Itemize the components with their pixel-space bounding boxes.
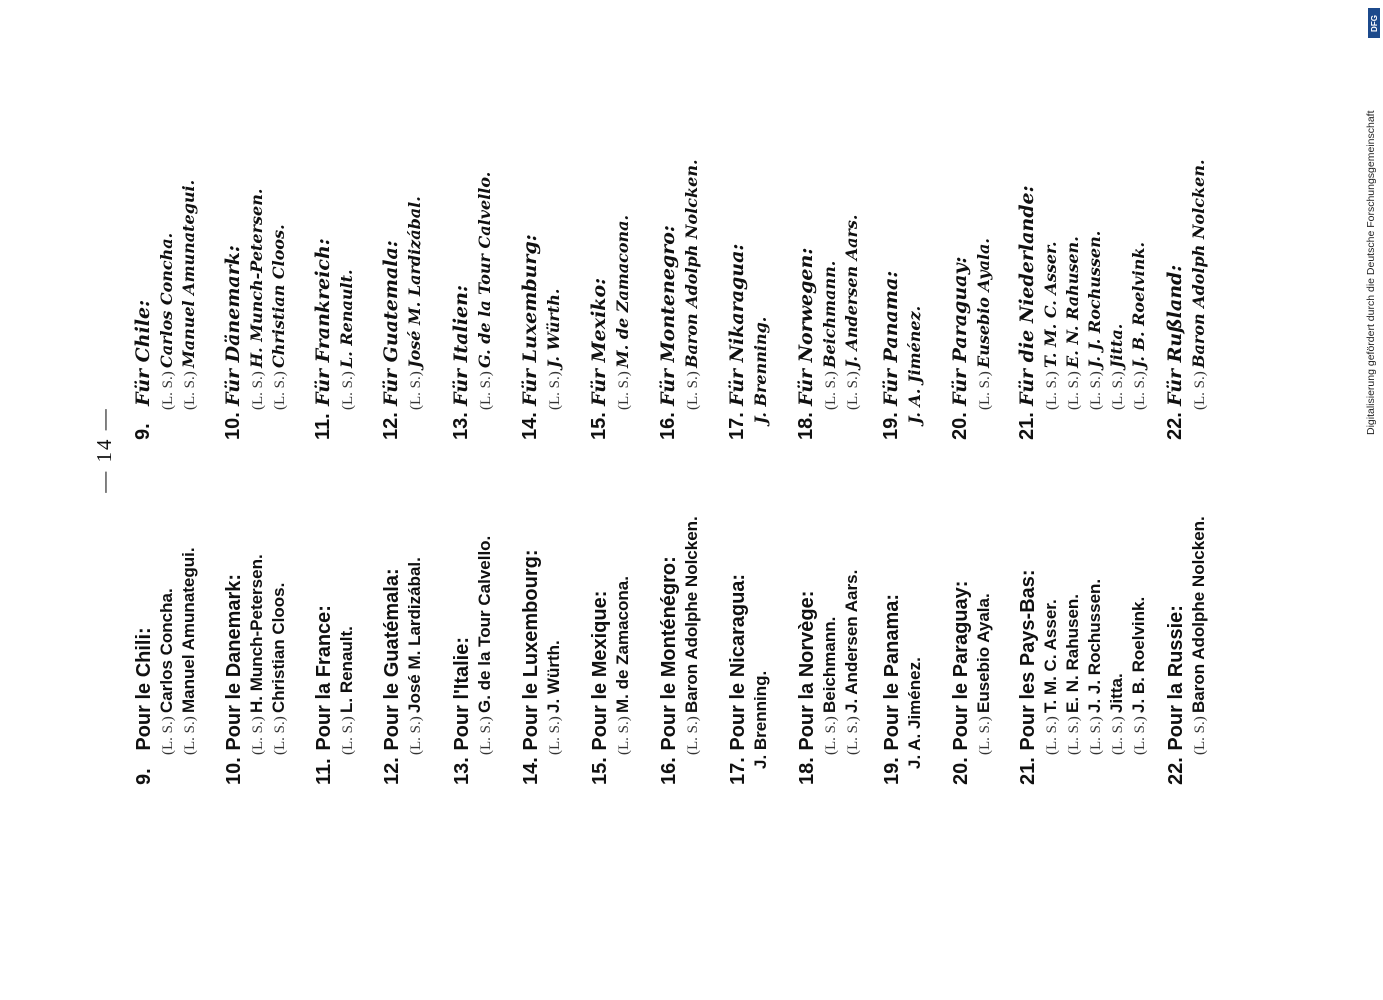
entry-heading	[220, 189, 246, 440]
signatory-name: Baron Adolphe Nolcken.	[1189, 516, 1208, 713]
signatory-line	[1040, 569, 1062, 785]
country-heading: Pour l'Italie:	[451, 636, 473, 751]
entry-heading	[1014, 185, 1040, 440]
locus-sigilli: (L. S.)	[478, 716, 494, 755]
signatory-entry	[586, 215, 634, 440]
signatory-line	[268, 189, 290, 440]
entry-number: 19.	[880, 412, 902, 440]
entry-heading	[1162, 516, 1188, 785]
country-heading: Für die Niederlande:	[1016, 185, 1038, 406]
signatory-name: Christian Cloos.	[269, 224, 288, 368]
signatory-name: Eusebio Ayala.	[974, 593, 993, 713]
signatory-entry	[793, 215, 863, 441]
signatory-name: Carlos Concha.	[157, 232, 176, 368]
signatory-name: J. Brenning.	[751, 316, 770, 424]
locus-sigilli: (L. S.)	[1088, 371, 1104, 410]
signatory-line	[1084, 185, 1106, 440]
signatory-name: J. J. Rochussen.	[1085, 578, 1104, 713]
country-heading: Pour le Luxembourg:	[520, 549, 542, 751]
signatory-entry	[517, 234, 565, 440]
locus-sigilli: (L. S.)	[1110, 716, 1126, 755]
signatory-entry	[878, 271, 926, 440]
signatory-name: H. Munch-Petersen.	[247, 554, 266, 713]
entry-heading	[878, 271, 904, 440]
locus-sigilli: (L. S.)	[685, 716, 701, 755]
signatory-name: J. Würth.	[544, 288, 563, 368]
locus-sigilli: (L. S.)	[1066, 371, 1082, 410]
signatory-line	[1106, 569, 1128, 785]
entry-number: 13.	[451, 757, 473, 785]
locus-sigilli: (L. S.)	[1088, 716, 1104, 755]
country-heading: Pour la Norvège:	[796, 590, 818, 751]
signatory-line	[178, 547, 200, 785]
signatory-line	[156, 180, 178, 440]
entry-number: 19.	[881, 757, 903, 785]
locus-sigilli: (L. S.)	[1044, 371, 1060, 410]
locus-sigilli: (L. S.)	[547, 716, 563, 755]
locus-sigilli: (L. S.)	[823, 716, 839, 755]
signatory-entry	[724, 244, 772, 440]
locus-sigilli: (L. S.)	[845, 371, 861, 410]
entry-number: 15.	[589, 757, 611, 785]
signatory-line	[246, 554, 268, 785]
entry-heading	[793, 570, 819, 785]
signatory-line	[336, 605, 358, 785]
signatory-name: Baron Adolph Nolcken.	[682, 159, 701, 368]
locus-sigilli: (L. S.)	[340, 371, 356, 410]
signatory-name: T. M. C. Asser.	[1041, 599, 1060, 713]
entry-heading	[655, 516, 681, 785]
country-heading: Für Montenegro:	[657, 225, 679, 406]
signatory-line	[268, 554, 290, 785]
entry-number: 13.	[450, 412, 472, 440]
locus-sigilli: (L. S.)	[408, 371, 424, 410]
entry-heading	[310, 238, 336, 440]
signatory-name: H. Munch-Petersen.	[247, 188, 266, 368]
country-heading: Pour le Monténégro:	[658, 556, 680, 751]
entry-heading	[947, 581, 973, 785]
locus-sigilli: (L. S.)	[1044, 716, 1060, 755]
locus-sigilli: (L. S.)	[616, 716, 632, 755]
entry-number: 20.	[950, 757, 972, 785]
locus-sigilli: (L. S.)	[977, 716, 993, 755]
signatory-line	[750, 244, 772, 440]
signatory-line	[612, 576, 634, 785]
signatory-entry	[448, 536, 496, 785]
signatory-entry	[1162, 159, 1210, 440]
signatory-entry	[655, 159, 703, 440]
entry-number: 21.	[1017, 757, 1039, 785]
entry-heading	[448, 172, 474, 440]
locus-sigilli: (L. S.)	[685, 371, 701, 410]
signatory-name: Jitta.	[1107, 323, 1126, 368]
signatory-line	[1062, 185, 1084, 440]
signatory-entry	[220, 554, 290, 785]
signatory-name: Beichmann.	[820, 616, 839, 713]
page-number: — 14 —	[92, 407, 116, 493]
entry-heading	[220, 554, 246, 785]
country-heading: Pour le Mexique:	[589, 590, 611, 751]
country-heading: Für Dänemark:	[222, 245, 244, 406]
signatory-name: L. Renault.	[337, 269, 356, 368]
signatory-name: J. J. Rochussen.	[1085, 230, 1104, 368]
signatory-line	[904, 271, 926, 440]
signatory-name: Beichmann.	[820, 260, 839, 368]
locus-sigilli: (L. S.)	[408, 716, 424, 755]
signatory-entry	[793, 570, 863, 785]
signatory-name: Manuel Amunategui.	[179, 547, 198, 713]
entry-number: 22.	[1164, 412, 1186, 440]
signatory-line	[474, 172, 496, 440]
signatory-line	[841, 215, 863, 441]
signatory-entry	[517, 550, 565, 785]
entry-heading	[378, 557, 404, 785]
entry-number: 20.	[949, 412, 971, 440]
signatory-entry	[378, 196, 426, 440]
signatory-entry	[655, 516, 703, 785]
signatory-name: Christian Cloos.	[269, 582, 288, 713]
locus-sigilli: (L. S.)	[1192, 371, 1208, 410]
signatory-line	[681, 516, 703, 785]
entry-heading	[586, 576, 612, 785]
country-heading: Pour le Panama:	[881, 593, 903, 751]
signatory-entry	[1014, 569, 1150, 785]
signatory-entry	[378, 557, 426, 785]
country-heading: Pour le Chili:	[133, 627, 155, 751]
signatory-line	[1128, 185, 1150, 440]
country-heading: Pour le Nicaragua:	[727, 573, 749, 751]
entry-number: 16.	[658, 757, 680, 785]
entry-heading	[878, 594, 904, 785]
signatory-line	[1106, 185, 1128, 440]
entry-number: 15.	[588, 412, 610, 440]
signatory-line	[543, 550, 565, 785]
signatory-entry	[1014, 185, 1150, 440]
locus-sigilli: (L. S.)	[182, 371, 198, 410]
entry-number: 17.	[726, 412, 748, 440]
signatory-line	[474, 536, 496, 785]
signatory-entry	[448, 172, 496, 440]
signatory-entry	[310, 605, 358, 785]
signatory-line	[904, 594, 926, 785]
signatory-name: José M. Lardizábal.	[405, 196, 424, 368]
entry-number: 12.	[380, 412, 402, 440]
country-heading: Pour le Danemark:	[223, 573, 245, 751]
signatory-entry	[878, 594, 926, 785]
country-heading: Für Luxemburg:	[519, 234, 541, 406]
signatory-entry	[947, 238, 995, 440]
entry-heading	[724, 574, 750, 785]
country-heading: Für Guatemala:	[380, 240, 402, 406]
signatory-line	[681, 159, 703, 440]
entry-heading	[793, 215, 819, 441]
country-heading: Für Italien:	[450, 285, 472, 406]
locus-sigilli: (L. S.)	[823, 371, 839, 410]
locus-sigilli: (L. S.)	[845, 716, 861, 755]
signatory-name: J. Brenning.	[751, 670, 770, 769]
locus-sigilli: (L. S.)	[1066, 716, 1082, 755]
country-heading: Für Nikaragua:	[726, 243, 748, 406]
signatory-name: Carlos Concha.	[157, 588, 176, 713]
entry-number: 9.	[133, 768, 155, 785]
signatory-name: G. de la Tour Calvello.	[475, 171, 494, 368]
entry-heading	[310, 605, 336, 785]
signatory-line	[336, 238, 358, 440]
signatory-name: J. B. Roelvink.	[1129, 241, 1148, 368]
signatory-name: Baron Adolphe Nolcken.	[682, 516, 701, 713]
entry-number: 16.	[657, 412, 679, 440]
entry-number: 14.	[520, 757, 542, 785]
entry-number: 17.	[727, 757, 749, 785]
signatory-name: L. Renault.	[337, 626, 356, 713]
entry-number: 11.	[313, 758, 335, 785]
locus-sigilli: (L. S.)	[1110, 371, 1126, 410]
signatory-entry	[130, 547, 200, 785]
locus-sigilli: (L. S.)	[160, 371, 176, 410]
locus-sigilli: (L. S.)	[478, 371, 494, 410]
signatory-name: José M. Lardizábal.	[405, 557, 424, 713]
signatory-name: M. de Zamacona.	[613, 214, 632, 368]
country-heading: Für Rußland:	[1164, 264, 1186, 406]
signatory-line	[1128, 569, 1150, 785]
signatory-name: M. de Zamacona.	[613, 576, 632, 713]
country-heading: Für Panama:	[880, 270, 902, 406]
signatory-name: J. A. Jiménez.	[905, 657, 924, 769]
entry-number: 14.	[519, 412, 541, 440]
signatory-name: E. N. Rahusen.	[1063, 236, 1082, 368]
signatory-line	[819, 215, 841, 441]
entry-heading	[655, 159, 681, 440]
signatory-name: J. Andersen Aars.	[842, 214, 861, 368]
locus-sigilli: (L. S.)	[160, 716, 176, 755]
signatory-entry	[724, 574, 772, 785]
entry-heading	[947, 238, 973, 440]
country-heading: Für Frankreich:	[312, 238, 334, 406]
country-heading: Für Norwegen:	[795, 247, 817, 406]
entry-heading	[1014, 569, 1040, 785]
entry-heading	[378, 196, 404, 440]
locus-sigilli: (L. S.)	[250, 371, 266, 410]
signatory-name: Eusebio Ayala.	[974, 238, 993, 368]
entry-heading	[1162, 159, 1188, 440]
country-heading: Für Paraguay:	[949, 256, 971, 406]
entry-heading	[517, 234, 543, 440]
signatory-entry	[130, 180, 200, 440]
signatory-line	[841, 570, 863, 785]
entry-heading	[586, 215, 612, 440]
locus-sigilli: (L. S.)	[272, 716, 288, 755]
signatory-line	[973, 581, 995, 785]
signatory-entry	[220, 189, 290, 440]
entry-heading	[724, 244, 750, 440]
signatory-line	[1062, 569, 1084, 785]
country-heading: Pour les Pays-Bas:	[1017, 569, 1039, 751]
locus-sigilli: (L. S.)	[340, 716, 356, 755]
signatory-line	[178, 180, 200, 440]
entry-heading	[130, 547, 156, 785]
signatory-name: J. B. Roelvink.	[1129, 596, 1148, 713]
country-heading: Pour la France:	[313, 605, 335, 751]
signatory-line	[1188, 516, 1210, 785]
entry-number: 10.	[223, 757, 245, 785]
signatory-entry	[310, 238, 358, 440]
signatory-line	[156, 547, 178, 785]
signatory-line	[543, 234, 565, 440]
signatory-line	[1188, 159, 1210, 440]
signatory-name: J. A. Jiménez.	[905, 305, 924, 424]
entry-number: 21.	[1016, 412, 1038, 440]
signatory-line	[404, 557, 426, 785]
signatory-name: Jitta.	[1107, 673, 1126, 713]
entry-number: 9.	[132, 423, 154, 440]
signatory-line	[404, 196, 426, 440]
entry-number: 12.	[381, 757, 403, 785]
signatory-name: E. N. Rahusen.	[1063, 593, 1082, 713]
country-heading: Pour le Paraguay:	[950, 580, 972, 751]
entry-heading	[448, 536, 474, 785]
locus-sigilli: (L. S.)	[272, 371, 288, 410]
entry-number: 18.	[795, 412, 817, 440]
signatory-name: Baron Adolph Nolcken.	[1189, 159, 1208, 368]
signatory-name: G. de la Tour Calvello.	[475, 535, 494, 713]
dfg-logo: DFG	[1368, 8, 1380, 38]
signatory-line	[973, 238, 995, 440]
country-heading: Pour le Guatémala:	[381, 568, 403, 751]
signatory-line	[750, 574, 772, 785]
locus-sigilli: (L. S.)	[250, 716, 266, 755]
credit-strip	[1365, 40, 1383, 1000]
locus-sigilli: (L. S.)	[1132, 716, 1148, 755]
country-heading: Für Mexiko:	[588, 277, 610, 406]
entry-number: 18.	[796, 757, 818, 785]
signatory-name: T. M. C. Asser.	[1041, 241, 1060, 368]
locus-sigilli: (L. S.)	[977, 371, 993, 410]
locus-sigilli: (L. S.)	[1132, 371, 1148, 410]
entry-heading	[130, 180, 156, 440]
credit-text: Digitalisierung gefördert durch die Deutsche Forschungsgemeinschaft	[1365, 110, 1377, 435]
signatory-name: J. Andersen Aars.	[842, 569, 861, 713]
signatory-line	[246, 189, 268, 440]
entry-number: 10.	[222, 412, 244, 440]
entry-number: 22.	[1165, 757, 1187, 785]
country-heading: Für Chile:	[132, 299, 154, 406]
signatory-line	[1040, 185, 1062, 440]
locus-sigilli: (L. S.)	[547, 371, 563, 410]
country-heading: Pour la Russie:	[1165, 605, 1187, 751]
signatory-line	[819, 570, 841, 785]
signatory-line	[1084, 569, 1106, 785]
signatory-entry	[1162, 516, 1210, 785]
signatory-entry	[586, 576, 634, 785]
entry-number: 11.	[312, 413, 334, 440]
signatory-name: Manuel Amunategui.	[179, 179, 198, 368]
locus-sigilli: (L. S.)	[616, 371, 632, 410]
signatory-entry	[947, 581, 995, 785]
locus-sigilli: (L. S.)	[182, 716, 198, 755]
entry-heading	[517, 550, 543, 785]
signatory-name: J. Würth.	[544, 640, 563, 713]
signatory-line	[612, 215, 634, 440]
locus-sigilli: (L. S.)	[1192, 716, 1208, 755]
